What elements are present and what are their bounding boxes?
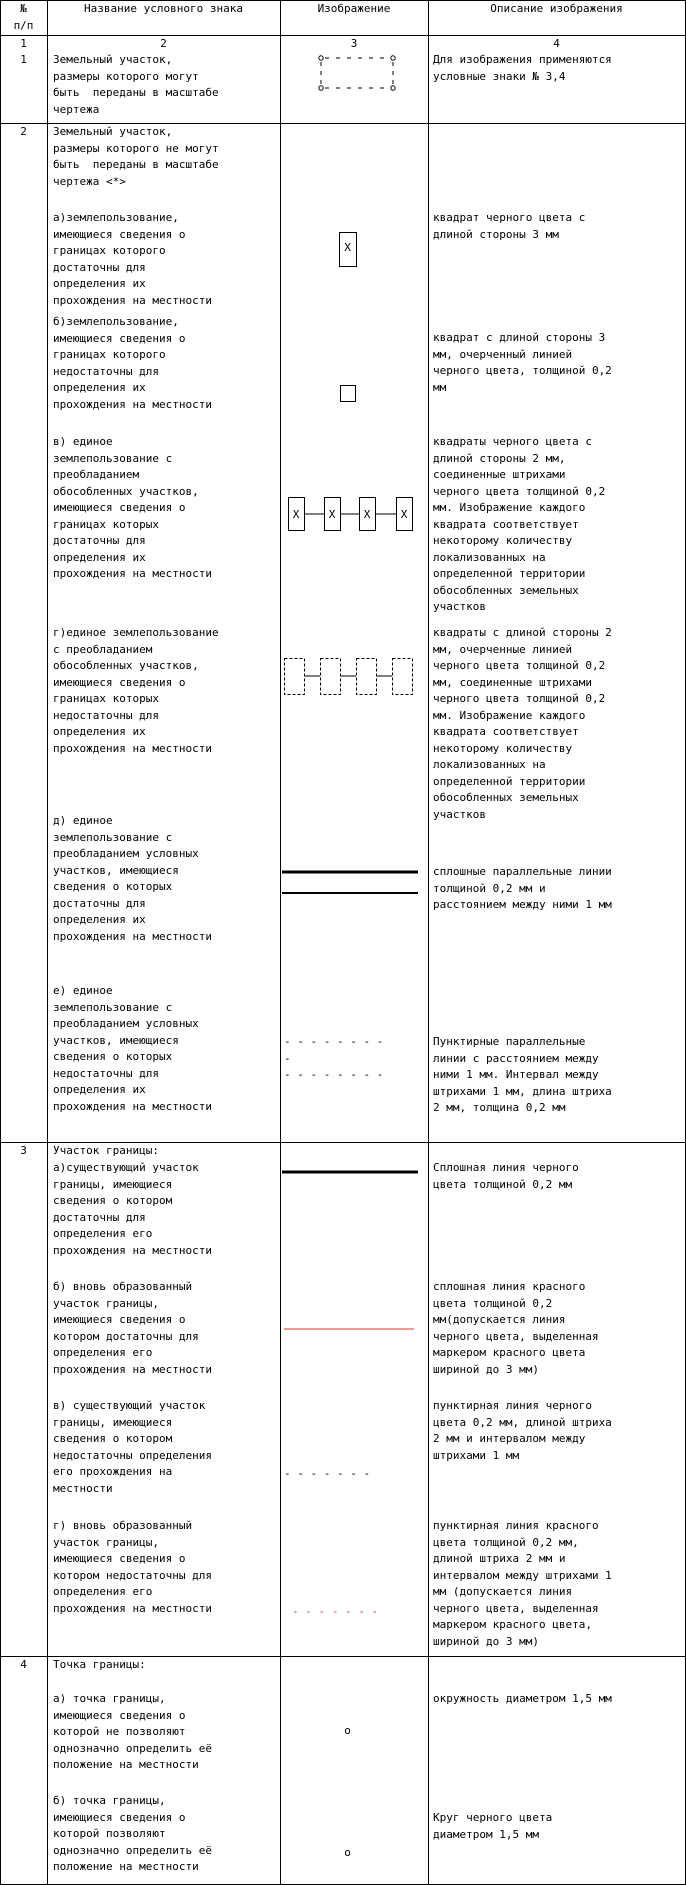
sign-description: Для изображения применяются условные знаки № 3,4 xyxy=(433,53,612,83)
sign-name: Земельный участок, размеры которого не могут быть переданы в масштабе чертежа <*> xyxy=(53,125,219,188)
solid-parallel-lines-icon xyxy=(282,872,418,893)
sign-name: Участок границы: xyxy=(53,1144,159,1157)
sign-name: г)единое землепользование с преобладанием обособленных участков, имеющиеся сведения о границах которых недостаточны для определения их прохождения на местности xyxy=(53,626,219,755)
filled-circle-symbol: o xyxy=(344,1846,351,1859)
sign-description: сплошная линия красного цвета толщиной 0,2 мм(допускается линия черного цвета, выделенная маркером красного цвета шириной до 3 мм) xyxy=(433,1280,599,1376)
row-number: 3 xyxy=(20,1144,27,1157)
sign-name: а) точка границы, имеющиеся сведения о которой не позволяют однозначно определить её положение на местности xyxy=(53,1692,212,1771)
sign-name: а)существующий участок границы, имеющиеся сведения о котором достаточны для определения его прохождения на местности xyxy=(53,1161,212,1257)
sign-name: б) вновь образованный участок границы, имеющиеся сведения о котором достаточны для определения его прохождения на местности xyxy=(53,1280,212,1376)
sign-name: е) единое землепользование с преобладанием условных участков, имеющиеся сведения о которых недостаточны для определения их прохождения на местности xyxy=(53,984,212,1113)
x-square-symbol: X xyxy=(344,241,351,254)
x-square-symbol: X xyxy=(363,508,371,521)
sign-name: в) существующий участок границы, имеющиеся сведения о котором недостаточны определения его прохождения на местности xyxy=(53,1399,212,1495)
header-description: Описание изображения xyxy=(490,2,623,15)
sign-name: Точка границы: xyxy=(53,1658,146,1671)
header-name: Название условного знака xyxy=(84,2,243,15)
sign-description: квадраты черного цвета с длиной стороны 2 мм, соединенные штрихами черного цвета толщиной 0,2 мм. Изображение каждого квадрата соответствует некоторому количеству локализованных на определенной территории обособленных земельных участков xyxy=(433,435,606,613)
sign-description: пунктирная линия красного цвета толщиной 0,2 мм, длиной штриха 2 мм и интервалом между штрихами 1 мм (допускается линия черного цвета, выделенная маркером красного цвета, шириной до 3 мм) xyxy=(433,1519,612,1648)
column-number: 3 xyxy=(350,37,358,50)
sign-description: пунктирная линия черного цвета 0,2 мм, длиной штриха 2 мм и интервалом между штрихами 1 мм xyxy=(433,1399,612,1462)
sign-name: д) единое землепользование с преобладанием условных участков, имеющиеся сведения о которых достаточны для определения их прохождения на местности xyxy=(53,814,212,943)
sign-name: а)землепользование, имеющиеся сведения о границах которого достаточны для определения их прохождения на местности xyxy=(53,211,212,307)
dashed-rectangle-icon xyxy=(319,56,395,90)
column-divider xyxy=(47,0,48,1885)
red-dashed-line-symbol: - - - - - - - xyxy=(292,1605,379,1618)
x-square-symbol: X xyxy=(328,508,336,521)
sign-name: в) единое землепользование с преобладанием обособленных участков, имеющиеся сведения о границах которых достаточны для определения их прохождения на местности xyxy=(53,435,212,580)
circle-symbol: o xyxy=(344,1724,351,1737)
sign-description: Круг черного цвета диаметром 1,5 мм xyxy=(433,1811,553,1841)
sign-name: Земельный участок, размеры которого могут быть переданы в масштабе чертежа xyxy=(53,53,219,116)
column-number: 1 xyxy=(20,37,27,50)
dashed-parallel-lines-symbol: - - - - - - - - - - - - - - - - - xyxy=(284,1035,384,1081)
sign-description: квадраты с длиной стороны 2 мм, очерченные линией черного цвета толщиной 0,2 мм, соединенные штрихами черного цвета толщиной 0,2 мм. Изображение каждого квадрата соответствует некоторому количеству локализованных на определенной территории обособленных земельных участков xyxy=(433,626,612,821)
header-num: № п/п xyxy=(13,2,34,32)
sign-name: б)землепользование, имеющиеся сведения о границах которого недостаточны для определения их прохождения на местности xyxy=(53,315,212,411)
column-number: 4 xyxy=(553,37,560,50)
sign-description: квадрат черного цвета с длиной стороны 3 мм xyxy=(433,211,586,241)
column-number: 2 xyxy=(160,37,167,50)
column-divider xyxy=(280,0,281,1885)
row-number: 2 xyxy=(20,125,27,138)
column-divider xyxy=(428,0,429,1885)
sign-name: б) точка границы, имеющиеся сведения о которой позволяют однозначно определить её положение на местности xyxy=(53,1794,212,1873)
row-number: 1 xyxy=(20,53,27,66)
sign-name: г) вновь образованный участок границы, имеющиеся сведения о котором недостаточны для определения его прохождения на местности xyxy=(53,1519,212,1615)
sign-description: Сплошная линия черного цвета толщиной 0,2 мм xyxy=(433,1161,579,1191)
x-square-symbol: X xyxy=(400,508,408,521)
sign-description: сплошные параллельные линии толщиной 0,2 мм и расстоянием между ними 1 мм xyxy=(433,865,612,911)
x-square-symbol: X xyxy=(292,508,300,521)
column-divider xyxy=(0,0,1,1885)
header-image: Изображение xyxy=(317,2,391,15)
sign-description: Пунктирные параллельные линии с расстоянием между ними 1 мм. Интервал между штрихами 1 мм, длина штриха 2 мм, толщина 0,2 мм xyxy=(433,1035,612,1114)
small-square-icon xyxy=(341,386,356,402)
row-number: 4 xyxy=(20,1658,27,1671)
connected-outlined-squares-icon xyxy=(285,659,413,695)
connected-squares-icon xyxy=(289,498,413,531)
sign-description: окружность диаметром 1,5 мм xyxy=(433,1692,612,1705)
sign-description: квадрат с длиной стороны 3 мм, очерченный линией черного цвета, толщиной 0,2 мм xyxy=(433,331,612,394)
dashed-line-symbol: - - - - - - - xyxy=(284,1467,371,1480)
